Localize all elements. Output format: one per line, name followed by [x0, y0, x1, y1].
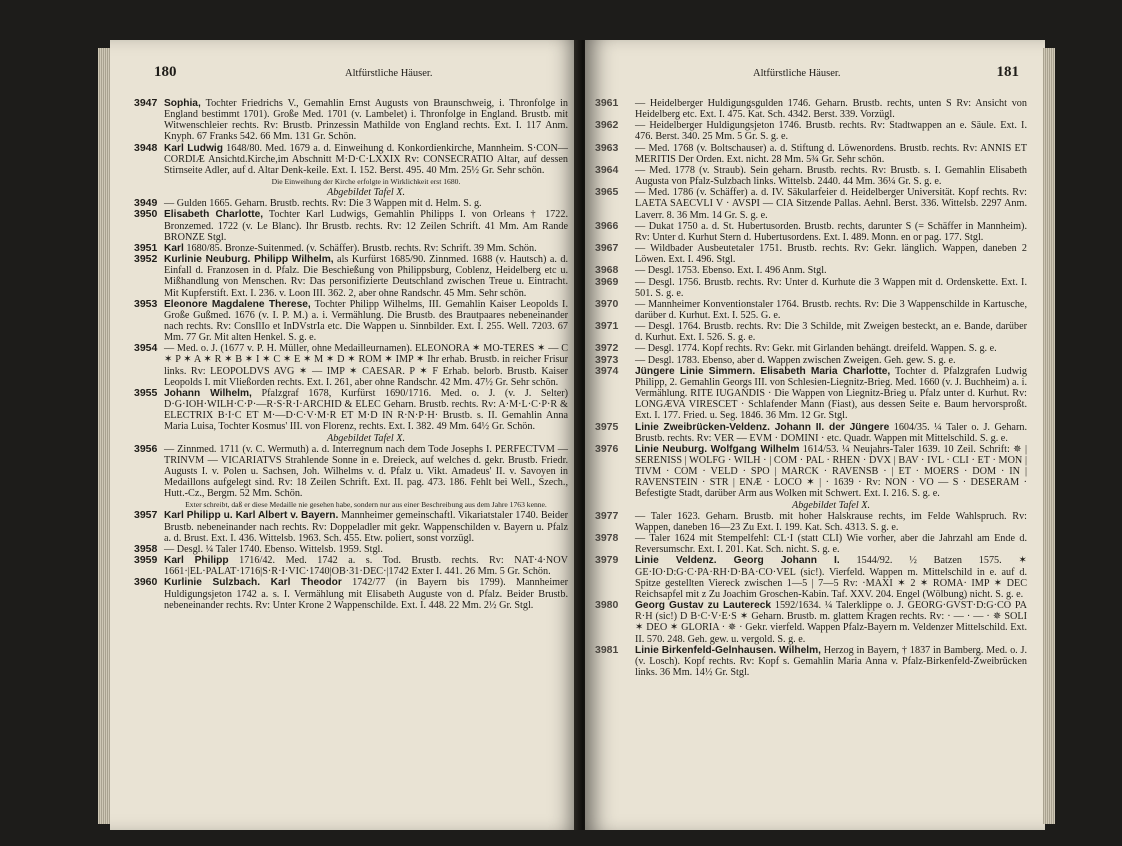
entry-description: 1614/53. ¼ Neujahrs-Taler 1639. 10 Zeil. Schrift: ✵ | SERENISS | WOLFG · WILH · | COM · PAL · RHEN · DVX | BAV · IVL · CLI · ET · MON | TIVM · COM · VELD · SPO | MARCK · RAVENSB · | ET · MOERS · DOM · IN | RAVENSTEIN · STR | ENÆ · LOCO ✶ | · 1639 · Rv: NON · VO — S · DESERAM · Befestigte Stadt, darüber Arm aus Wolken mit Schwert. Ext. I. 216. S. g. e.: [635, 443, 1027, 500]
entry-description: 1716/42. Med. 1742 a. s. Tod. Brustb. rechts. Rv: NAT·4·NOV 1661·|EL·PALAT·1716|S·R·I·VIC·1740|OB·31·DEC·|1742 Exter I. 441. 26 Mm. 5 Gr. Schön.: [164, 555, 569, 578]
entry-description: — Desgl. 1783. Ebenso, aber d. Wappen zwischen Zweigen. Geh. gew. S. g. e.: [635, 354, 956, 366]
entry-description: — Med. 1786 (v. Schäffer) a. d. IV. Säkularfeier d. Heidelberger Universität. Kopf rechts. Rv: LAETA SAECVLI V · AVSPI — CIA Sitzende Pallas. Aehnl. Berst. 336. Wittelsb. 2297 Anm. Laverr. 8. 36 Mm. 14 Gr. S. g. e.: [635, 187, 1027, 221]
figure-reference: Abgebildet Tafel X.: [791, 499, 870, 511]
right-page: [585, 40, 1045, 830]
footnote: Exter schreibt, daß er diese Medaille nie gesehen habe, sondern nur aus einer Beschreibung aus dem Jahre 1763 kenne.: [185, 500, 547, 510]
entry-description: Tochter d. Pfalzgrafen Ludwig Philipp, 2. Gemahlin Georgs III. von Schlesien-Liegnitz-Brieg. Med. 1660 (v. J. Buchheim) a. i. Vermählung. RITE IUGANDIS · Die Wappen von Liegnitz-Brieg u. Pfalz unter d. Kurhut. Rv: LONGÆVA VIRESCET · Schlafender Mann (Fiast), aus dessen Seite e. Baum hervorsproßt. Ext. I. 177. Fried. u. Seg. 1846. 36 Mm. 12 Gr. Stgl.: [635, 365, 1027, 422]
entry-description: — Taler 1624 mit Stempelfehl: CL·I (statt CLI) Wie vorher, aber die Jahrzahl am Ende d. Reversumschr. Ext. I. 201. Kat. Sch. nicht. S. g. e.: [635, 533, 1027, 556]
entry-text: [164, 209, 568, 242]
catalog-entry: [134, 243, 568, 254]
catalog-entry: [134, 388, 568, 433]
entry-text: [164, 143, 568, 176]
entry-text: [164, 577, 568, 610]
lot-number: 3971: [595, 320, 619, 333]
entry-text: [164, 444, 568, 500]
lot-number: 3961: [595, 97, 619, 109]
entry-description: Tochter Philipp Wilhelms, III. Gemahlin Kaiser Leopolds I. Große Gußmed. 1676 (v. I. P. M.) a. i. Vermählung. Die Brustb. des Brautpaares nebeneinander nach rechts. Rv: ConsIlIo et InDVstrIa etc. Die Wappen u. Sinnbilder. Ext. I. 255. Well. 7203. 67 Mm. 77 Gr. Mit alten Henkel. S. g. e.: [164, 298, 568, 344]
entry-description: — Zinnmed. 1711 (v. C. Wermuth) a. d. Interregnum nach dem Tode Josephs I. PERFECTVM — TRINVM — VICARIATVS Strahlende Sonne in e. Dreieck, auf welches d. gekr. Brustb. Friedr. Augusts I. v. Polen u. Sachsen, Joh. Wilhelms v. d. Pfalz u. Vikt. Amadeus' II. v. Savoyen in Medaillons aufgelegt sind. Rv: 18 Zeilen Schrift. Ext. II. pag. 473. 186. Fehlt bei Well., Szech., Hutt.-Cz., Bergm. 52 Mm. Schön.: [164, 443, 568, 500]
entry-text: [635, 555, 1027, 600]
entry-heading: Karl Philipp u. Karl Albert v. Bayern.: [164, 510, 339, 522]
entry-text: [635, 221, 1027, 243]
lot-number: 3947: [134, 97, 158, 109]
entry-description: — Desgl. 1764. Brustb. rechts. Rv: Die 3 Schilde, mit Zweigen besteckt, an e. Bande, darüber d. Kurhut. Ext. I. 526. S. g. e.: [635, 321, 1027, 344]
lot-number: 3981: [595, 643, 619, 656]
lot-number: 3970: [595, 297, 619, 310]
entry-description: — Gulden 1665. Geharn. Brustb. rechts. Rv: Die 3 Wappen mit d. Helm. S. g.: [164, 198, 482, 210]
entry-description: — Med. 1768 (v. Boltschauser) a. d. Stiftung d. Löwenordens. Brustb. rechts. Rv: ANNIS ET MERITIS Der Orden. Ext. nicht. 28 Mm. 5¾ Gr. Sehr schön.: [635, 142, 1027, 165]
catalog-entry: [134, 555, 568, 577]
catalog-entry: [595, 186, 1027, 221]
catalog-entry: [134, 98, 568, 143]
entry-text: [635, 511, 1027, 533]
lot-number: 3973: [595, 353, 619, 366]
right-page-content: [595, 97, 1027, 678]
entry-heading: Johann Wilhelm,: [164, 387, 252, 399]
catalog-entry: [595, 97, 1027, 121]
catalog-entry: [595, 643, 1027, 678]
entry-description: — Desgl. ¼ Taler 1740. Ebenso. Wittelsb. 1959. Stgl.: [164, 543, 383, 555]
catalog-entry: [595, 353, 1027, 366]
left-running-head: Altfürstliche Häuser.: [345, 68, 433, 79]
catalog-entry: [595, 275, 1027, 299]
entry-text: [635, 444, 1027, 500]
left-page-number: 180: [154, 64, 177, 80]
entry-text: [635, 265, 1027, 276]
catalog-entry: [595, 163, 1027, 188]
catalog-entry: [134, 209, 568, 242]
entry-heading: Georg Gustav zu Lautereck: [635, 600, 772, 612]
catalog-entry: [595, 442, 1027, 500]
right-running-head: Altfürstliche Häuser.: [753, 68, 841, 79]
catalog-entry: [595, 297, 1027, 321]
entry-text: [164, 299, 568, 344]
entry-text: [635, 120, 1027, 142]
entry-text: [164, 544, 568, 555]
lot-number: 3952: [134, 253, 158, 266]
lot-number: 3955: [134, 386, 158, 399]
lot-number: 3963: [595, 141, 619, 154]
lot-number: 3968: [595, 264, 619, 277]
entry-heading: Kurlinie Neuburg. Philipp Wilhelm,: [164, 254, 334, 266]
entry-heading: Karl Philipp: [164, 555, 229, 567]
lot-number: 3953: [134, 297, 158, 310]
figure-reference: Abgebildet Tafel X.: [326, 432, 405, 444]
lot-number: 3976: [595, 442, 619, 455]
catalog-entry: [595, 342, 1027, 355]
lot-number: 3950: [134, 208, 158, 221]
entry-text: [635, 243, 1027, 265]
entry-description: Mannheimer gemeinschaftl. Vikariatstaler 1740. Beider Brustb. nebeneinander nach rechts. Rv: Doppeladler mit gekr. Wappenschilden v. Bayern u. Pfalz a. d. Brust. Ext. I. 436. Wittelsb. 1963. Sch. 455. Etw. poliert, sonst vorzügl.: [164, 510, 568, 544]
entry-heading: Sophia,: [164, 98, 201, 109]
catalog-entry: [595, 264, 1027, 277]
entry-text: [164, 254, 568, 299]
entry-description: 1592/1634. ¼ Talerklippe o. J. GEORG·GVST·D:G·CO PA R·H (sic!) D B·C·V·E·S ✶ Geharn. Brustb. m. glattem Kragen rechts. Rv: · — · — · ✵ SOLI ✶ DEO ✶ GLORIA · ✵ · Gekr. vierfeld. Wappen Pfalz-Bayern m. Veldenzer Mittelschild. Ext. II. 570. 248. Geh. gew. u. vergold. S. g. e.: [635, 600, 1027, 645]
lot-number: 3975: [595, 420, 619, 433]
catalog-entry: [134, 577, 568, 610]
catalog-entry: [595, 532, 1027, 556]
catalog-entry: [595, 320, 1027, 344]
entry-description: — Desgl. 1756. Brustb. rechts. Rv: Unter d. Kurhute die 3 Wappen mit d. Ordenskette. Ext. I. 501. S. g. e.: [635, 276, 1027, 299]
entry-description: — Heidelberger Huldigungsjeton 1746. Brustb. rechts. Rv: Stadtwappen an e. Säule. Ext. I. 476. Berst. 340. 25 Mm. 5 Gr. S. g. e.: [635, 120, 1027, 143]
figure-reference: Abgebildet Tafel X.: [326, 187, 405, 199]
entry-description: — Desgl. 1753. Ebenso. Ext. I. 496 Anm. Stgl.: [635, 265, 827, 277]
lot-number: 3969: [595, 275, 619, 288]
entry-description: — Desgl. 1774. Kopf rechts. Rv: Gekr. mit Girlanden behängt. dreifeld. Wappen. S. g. e.: [635, 343, 997, 355]
entry-description: 1544/92. ½ Batzen 1575. ✶ GE·IO·D:G·C·PA·RH·D·BA·CO·VEL (sic!). Vierfeld. Wappen m. Mittelschild in e. auf d. Spitze gestellten Viereck zwischen 1—5 | 7—5 Rv: ·MAXI ✶ 2 ✶ ROMA· IMP ✶ DEC Reichsapfel mit z Zu Joachim Groschen-Kabin. Taf. XXV. 204. Engel (Wölbung) nicht. S. g. e.: [635, 555, 1027, 600]
catalog-entry: [134, 299, 568, 344]
entry-description: — Heidelberger Huldigungsgulden 1746. Geharn. Brustb. rechts, unten S Rv: Ansicht von Heidelberg etc. Ext. I. 475. Kat. Sch. 4342. Berst. 339. Vorzügl.: [635, 98, 1027, 121]
lot-number: 3972: [595, 342, 619, 355]
entry-description: 1604/35. ¼ Taler o. J. Geharn. Brustb. rechts. Rv: VER — EVM · DOMINI · etc. Quadr. Wappen mit Mittelschild. S. g. e.: [635, 421, 1027, 444]
entry-text: [635, 343, 1027, 354]
catalog-entry: [134, 254, 568, 299]
catalog-entry: [134, 198, 568, 209]
entry-heading: Jüngere Linie Simmern. Elisabeth Maria Charlotte,: [635, 365, 891, 377]
lot-number: 3978: [595, 532, 619, 545]
entry-description: Herzog in Bayern, † 1837 in Bamberg. Med. o. J. (v. Losch). Kopf rechts. Rv: Kopf s. Gemahlin Maria Anna v. Pfalz-Birkenfeld-Zweibrücken links. 36 Mm. 14½ Gr. Stgl.: [635, 644, 1027, 678]
catalog-entry: [595, 364, 1027, 422]
catalog-entry: [595, 141, 1027, 165]
catalog-entry: [595, 554, 1027, 600]
lot-number: 3948: [134, 141, 158, 154]
entry-text: [635, 645, 1027, 678]
lot-number: 3956: [134, 442, 158, 455]
catalog-entry: [595, 119, 1027, 143]
lot-number: 3957: [134, 509, 158, 522]
entry-text: [635, 321, 1027, 343]
entry-text: [635, 600, 1027, 645]
entry-description: Pfalzgraf 1678, Kurfürst 1690/1716. Med. o. J. (v. J. Selter) D·G·IOH·WILH·C·P·—R·S·R·I·ARCHID & ELEC Geharn. Brustb. rechts. Rv: A·M·L·C·P·R & ELECTRIX B·I·C ET M·—D·C·V·M·R ET M·D IN R·N·P·H· Brustb. s. II. Gemahlin Anna Maria Luisa, Tochter Kosmus' III. von Florenz, rechts. Ext. I. 382. 49 Mm. 64½ Gr. Schön.: [164, 387, 569, 433]
entry-description: Tochter Friedrichs V., Gemahlin Ernst Augusts von Braunschweig, i. Thronfolge in England bestimmt 1701). Große Med. 1701 (v. Lambelet) i. Thronfolge in England. Brustb. mit Witwenschleier rechts. Rv: Brustb. Prinzessin Mathilde von England rechts. Ext. I. 117 Anm. Knyph. 67 Franks 542. 66 Mm. 131 Gr. Schön.: [164, 98, 568, 143]
lot-number: 3960: [134, 576, 158, 589]
lot-number: 3965: [595, 186, 619, 199]
entry-text: [635, 422, 1027, 444]
catalog-entry: [134, 343, 568, 388]
right-page-number: 181: [996, 64, 1019, 80]
entry-text: [635, 277, 1027, 299]
entry-text: [635, 187, 1027, 220]
lot-number: 3977: [595, 509, 619, 522]
entry-heading: Linie Birkenfeld-Gelnhausen. Wilhelm,: [635, 644, 821, 656]
entry-heading: Linie Veldenz. Georg Johann I.: [635, 555, 840, 567]
entry-description: als Kurfürst 1685/90. Zinnmed. 1688 (v. Hautsch) a. d. Einfall d. Franzosen in d. Pfalz. Die Beschießung von Philippsburg, Coblenz, Heidelberg etc u. Mißhandlung von Menschen. Rv: Das personifizierte Deutschland zwischen Treue u. Eintracht. Mit Kupferstift. Ext. I. 236. v. Loon III. 362. 2, aber ohne Randschr. 45 Mm. Sehr schön.: [164, 254, 568, 299]
entry-heading: Kurlinie Sulzbach. Karl Theodor: [164, 577, 342, 589]
entry-text: [635, 143, 1027, 165]
entry-description: — Med. 1778 (v. Straub). Sein geharn. Brustb. rechts. Rv: Brustb. s. I. Gemahlin Elisabeth Augusta von Pfalz-Sulzbach links. Wittelsb. 2440. 44 Mm. 36¼ Gr. S. g. e.: [635, 164, 1027, 188]
entry-text: [164, 243, 568, 254]
entry-text: [635, 98, 1027, 120]
catalog-entry: [595, 509, 1027, 533]
entry-heading: Elisabeth Charlotte,: [164, 209, 264, 221]
entry-text: [164, 388, 568, 433]
entry-description: 1742/77 (in Bayern bis 1799). Mannheimer Huldigungsjeton 1742 a. s. I. Vermählung mit Elisabeth Auguste von d. Pfalz. Beider Brustb. nebeneinander rechts. Rv: Unter Krone 2 Wappenschilde. Ext. I. 448. 22 Mm. 2½ Gr. Stgl.: [164, 577, 569, 611]
lot-number: 3962: [595, 119, 619, 132]
catalog-entry: [595, 420, 1027, 444]
catalog-entry: [134, 444, 568, 500]
left-page-content: [134, 98, 568, 611]
entry-text: [164, 198, 568, 209]
lot-number: 3958: [134, 542, 158, 555]
entry-text: [635, 355, 1027, 366]
entry-description: — Med. o. J. (1677 v. P. H. Müller, ohne Medailleurnamen). ELEONORA ✶ MO-TERES ✶ — C ✶ P ✶ A ✶ R ✶ B ✶ I ✶ C ✶ E ✶ M ✶ D ✶ ROM ✶ IMP ✶ Ihr erhab. Brustb. in reicher Frisur links. Rv: LEOPOLDVS AVG ✶ — IMP ✶ CAESAR. P ✶ F Erhab. belorb. Brustb. Kaiser Leopolds I. mit Vließorden rechts. Ext. I. 261, aber ohne Randschr. 42 Mm. 47½ Gr. Sehr schön.: [164, 343, 568, 388]
entry-description: — Dukat 1750 a. d. St. Hubertusorden. Brustb. rechts, darunter S (= Schäffer in Mannheim). Rv: Unter d. Kurhut Stern d. Hubertusordens. Ext. I. 489. Monn. en or pag. 177. Stgl.: [635, 220, 1027, 243]
catalog-entry: [595, 219, 1027, 243]
left-page: [110, 40, 580, 830]
lot-number: 3951: [134, 241, 158, 254]
catalog-entry: [595, 599, 1027, 645]
lot-number: 3967: [595, 242, 619, 255]
entry-description: 1680/85. Bronze-Suitenmed. (v. Schäffer). Brustb. rechts. Rv: Schrift. 39 Mm. Schön.: [186, 242, 537, 254]
entry-text: [635, 165, 1027, 187]
catalog-entry: [595, 242, 1027, 266]
catalog-entry: [134, 510, 568, 543]
entry-text: [164, 555, 568, 577]
entry-text: [164, 98, 568, 143]
lot-number: 3966: [595, 219, 619, 232]
entry-heading: Linie Neuburg. Wolfgang Wilhelm: [635, 443, 800, 455]
entry-heading: Karl: [164, 242, 184, 254]
lot-number: 3959: [134, 554, 158, 567]
lot-number: 3949: [134, 197, 158, 210]
entry-description: — Wildbader Ausbeutetaler 1751. Brustb. rechts. Rv: Gekr. länglich. Wappen, daneben 2 Löwen. Ext. I. 496. Stgl.: [635, 243, 1027, 266]
lot-number: 3979: [595, 554, 619, 567]
lot-number: 3974: [595, 364, 619, 377]
catalog-entry: [134, 143, 568, 176]
entry-description: — Taler 1623. Geharn. Brustb. mit hoher Halskrause rechts, im Felde Wahlspruch. Rv: Wappen, daneben 16—23 Zu Ext. I. 199. Kat. Sch. 4313. S. g. e.: [635, 510, 1027, 533]
right-page-edges: [1043, 48, 1055, 824]
lot-number: 3954: [134, 342, 158, 355]
entry-description: Tochter Karl Ludwigs, Gemahlin Philipps I. von Orleans † 1722. Bronzemed. 1722 (v. Le Blanc). Ihr Brustb. rechts. Rv: 12 Zeilen Schrift. 41 Mm. Am Rande BRONZE Stgl.: [164, 209, 568, 243]
entry-text: [635, 533, 1027, 555]
catalog-entry: [134, 544, 568, 555]
entry-text: [164, 343, 568, 388]
entry-text: [635, 299, 1027, 321]
entry-heading: Karl Ludwig: [164, 142, 223, 154]
entry-text: [635, 366, 1027, 422]
lot-number: 3980: [595, 599, 619, 612]
entry-heading: Eleonore Magdalene Therese,: [164, 298, 311, 310]
lot-number: 3964: [595, 163, 619, 176]
entry-description: 1648/80. Med. 1679 a. d. Einweihung d. Konkordienkirche, Mannheim. S·CON—CORDIÆ Ansichtd.Kirche,im Abschnitt M·D·C·LXXIX Rv: CONSECRATIO Altar, auf dessen Stirnseite Adler, auf d. Altar Denk-keile. Ext. I. 152. Berst. 495. 40 Mm. 25½ Gr. Sehr schön.: [164, 142, 568, 176]
footnote: Die Einweihung der Kirche erfolgte in Wirklichkeit erst 1680.: [271, 177, 461, 187]
entry-heading: Linie Zweibrücken-Veldenz. Johann II. der Jüngere: [635, 421, 890, 433]
entry-description: — Mannheimer Konventionstaler 1764. Brustb. rechts. Rv: Die 3 Wappenschilde in Kartusche, darüber d. Kurhut. Ext. I. 525. G. e.: [635, 298, 1027, 321]
entry-text: [164, 510, 568, 543]
